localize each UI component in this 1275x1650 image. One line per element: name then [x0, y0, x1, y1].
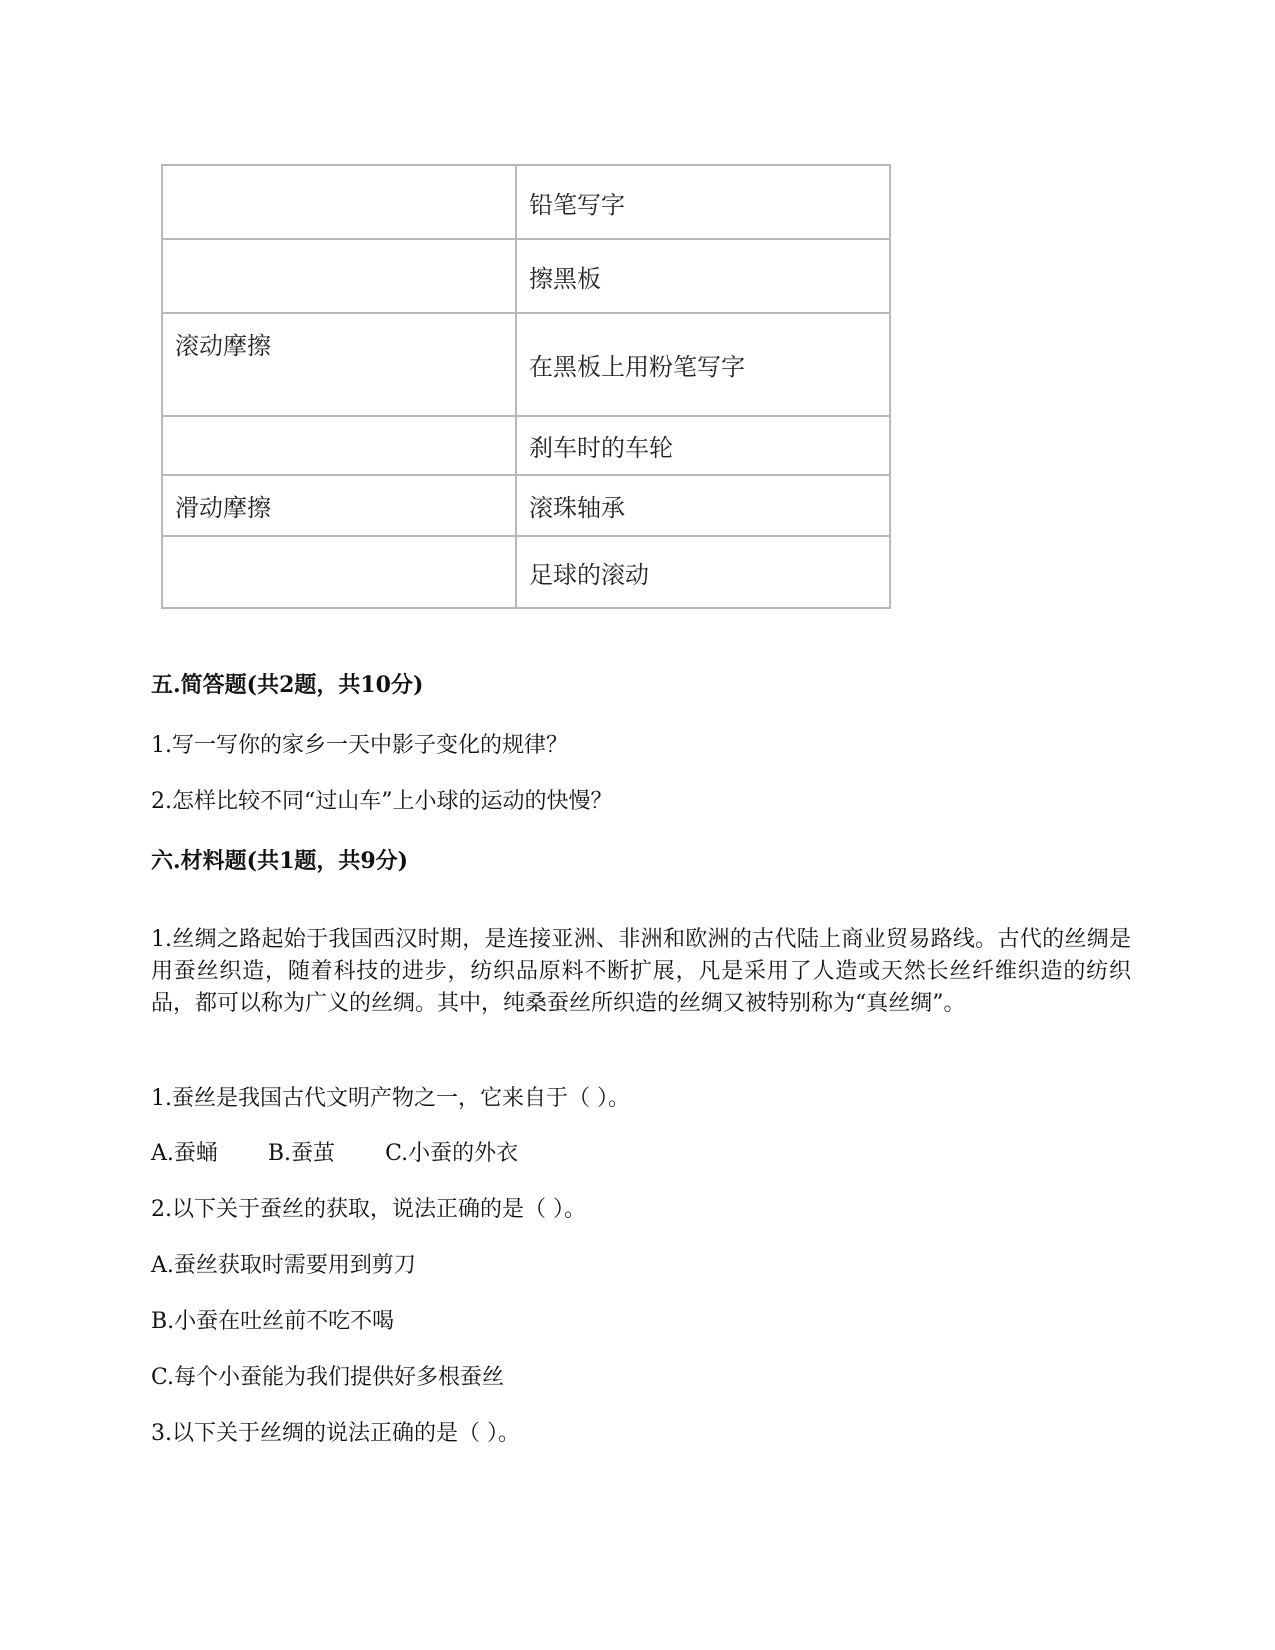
table-row	[162, 416, 890, 475]
section6-heading: 六.材料题(共1题，共9分)	[151, 848, 409, 874]
table-cell-left	[162, 416, 516, 475]
material-paragraph: 1.丝绸之路起始于我国西汉时期，是连接亚洲、非洲和欧洲的古代陆上商业贸易路线。古代的丝绸是用蚕丝织造，随着科技的进步，纺织品原料不断扩展，凡是采用了人造或天然长丝纤维织造的纺织品，都可以称为广义的丝绸。其中，纯桑蚕丝所织造的丝绸又被特别称为“真丝绸”。	[151, 927, 1131, 1016]
table-cell-right: 铅笔写字	[516, 165, 890, 239]
table-cell-right: 擦黑板	[516, 239, 890, 313]
table-row	[162, 536, 890, 608]
question-1-options	[151, 1136, 518, 1167]
option-b: B.蚕茧	[267, 1141, 336, 1166]
option-c: C.小蚕的外衣	[385, 1141, 519, 1166]
section5-heading: 五.简答题(共2题，共10分)	[151, 672, 424, 698]
table-row	[162, 475, 890, 536]
table-row	[162, 239, 890, 313]
table-cell-right: 足球的滚动	[516, 536, 890, 608]
table-cell-right: 在黑板上用粉笔写字	[516, 313, 890, 416]
table-cell-right: 刹车时的车轮	[516, 416, 890, 475]
table-row	[162, 165, 890, 239]
table-row	[162, 313, 890, 416]
material-question-3: 3.以下关于丝绸的说法正确的是（ ）。	[151, 1421, 520, 1446]
matching-table	[161, 164, 891, 609]
material-question-2: 2.以下关于蚕丝的获取，说法正确的是（ ）。	[151, 1197, 586, 1222]
section5-question-1: 1.写一写你的家乡一天中影子变化的规律？	[151, 733, 568, 758]
table-cell-right: 滚珠轴承	[516, 475, 890, 536]
question-2-option-b: B.小蚕在吐丝前不吃不喝	[151, 1309, 395, 1334]
table-cell-left: 滑动摩擦	[162, 475, 516, 536]
material-question-1: 1.蚕丝是我国古代文明产物之一，它来自于（ ）。	[151, 1086, 630, 1111]
table-cell-left	[162, 239, 516, 313]
table-cell-left: 滚动摩擦	[162, 313, 516, 416]
table-cell-left	[162, 165, 516, 239]
question-2-option-a: A.蚕丝获取时需要用到剪刀	[151, 1253, 416, 1278]
section5-question-2: 2.怎样比较不同“过山车”上小球的运动的快慢？	[151, 789, 613, 814]
option-a: A.蚕蛹	[151, 1141, 218, 1166]
question-2-option-c: C.每个小蚕能为我们提供好多根蚕丝	[151, 1365, 505, 1390]
table-cell-left	[162, 536, 516, 608]
